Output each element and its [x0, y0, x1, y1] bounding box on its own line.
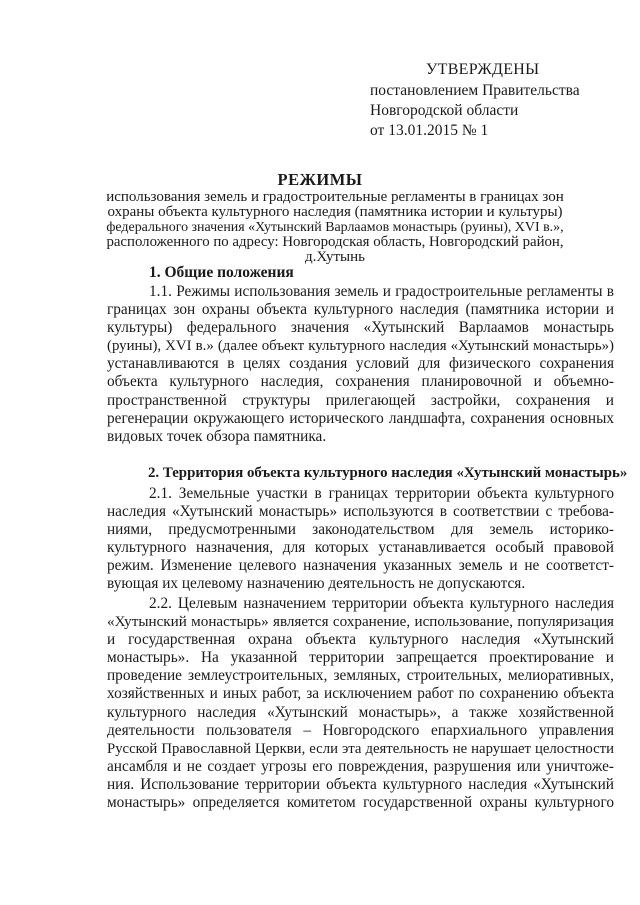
paragraph-line: ниями, предусмотренными законодательством для земель историко-: [107, 521, 614, 539]
approval-line: от 13.01.2015 № 1: [370, 122, 489, 139]
paragraph-line: «Хутынский монастырь» является сохранение, использование, популяризация: [107, 614, 614, 631]
paragraph-line: и государственная охрана объекта культурного наследия «Хутынский: [107, 631, 614, 649]
section-2-paragraph-1: [107, 485, 614, 594]
approval-line: Новгородской области: [370, 102, 519, 119]
subtitle-line: расположенного по адресу: Новгородская область, Новгородский район,: [106, 234, 564, 250]
paragraph-line: 1.1. Режимы использования земель и градостроительные регламенты в: [149, 283, 614, 300]
paragraph-line: Русской Православной Церкви, если эта деятельность не нарушает целостности: [107, 740, 614, 757]
section-1-heading: 1. Общие положения: [149, 264, 294, 281]
paragraph-line: монастырь». На указанной территории запрещается проектирование и: [107, 649, 614, 667]
paragraph-line: ансамбля и не создает угрозы его повреждения, разрушения или уничтоже-: [107, 757, 614, 775]
subtitle-line: федерального значения «Хутынский Варлаамов монастырь (руины), XVI в.»,: [106, 220, 564, 235]
subtitle-line: использования земель и градостроительные регламенты в границах зон: [106, 189, 564, 205]
subtitle-line: д.Хутынь: [305, 249, 365, 265]
paragraph-line: видовых точек обзора памятника.: [107, 427, 327, 445]
paragraph-line: хозяйственных и иных работ, за исключением работ по сохранению объекта: [107, 685, 614, 703]
paragraph-line: 2.1. Земельные участки в границах территории объекта культурного: [149, 485, 614, 502]
paragraph-line: проведение землеустроительных, земляных, строительных, мелиоративных,: [107, 667, 614, 685]
paragraph-line: устанавливаются в целях создания условий для физического сохранения: [107, 355, 614, 373]
paragraph-line: регенерации окружающего исторического ландшафта, сохранения основных: [107, 409, 614, 427]
paragraph-line: 2.2. Целевым назначением территории объекта культурного наследия: [149, 595, 614, 612]
paragraph-line: культуры) федерального значения «Хутынский Варлаамов монастырь: [107, 319, 614, 337]
paragraph-line: монастырь» определяется комитетом государственной охраны культурного: [107, 794, 614, 812]
section-1-body: [107, 283, 614, 446]
document-title: РЕЖИМЫ: [277, 170, 363, 189]
paragraph-line: культурного назначения, для которых устанавливается особый правовой: [107, 539, 614, 557]
approval-heading: УТВЕРЖДЕНЫ: [426, 61, 540, 78]
subtitle-line: охраны объекта культурного наследия (памятника истории и культуры): [107, 204, 563, 220]
paragraph-line: режим. Изменение целевого назначения указанных земель и не соответст-: [107, 557, 614, 575]
paragraph-line: (руины), XVI в.» (далее объект культурного наследия «Хутынский монастырь»): [107, 338, 614, 355]
paragraph-line: ния. Использование территории объекта культурного наследия «Хутынский: [107, 775, 614, 793]
paragraph-line: деятельности пользователя – Новгородского епархиального управления: [107, 721, 614, 739]
document-subtitle: [105, 190, 565, 265]
paragraph-line: границах зон охраны объекта культурного наследия (памятника истории и: [107, 301, 614, 319]
section-2-heading: 2. Территория объекта культурного наследия «Хутынский монастырь»: [148, 465, 628, 481]
section-2-paragraph-2: [107, 595, 614, 812]
paragraph-line: пространственной структуры прилегающей застройки, сохранения и: [107, 391, 614, 409]
approval-stamp: [370, 60, 620, 141]
paragraph-line: объекта культурного наследия, сохранения планировочной и объемно-: [107, 373, 614, 391]
paragraph-line: вующая их целевому назначению деятельность не допускаются.: [107, 575, 526, 593]
paragraph-line: культурного наследия «Хутынский монастырь», а также хозяйственной: [107, 703, 614, 721]
approval-line: постановлением Правительства: [370, 82, 580, 99]
paragraph-line: наследия «Хутынский монастырь» используются в соответствии с требова-: [107, 503, 614, 521]
